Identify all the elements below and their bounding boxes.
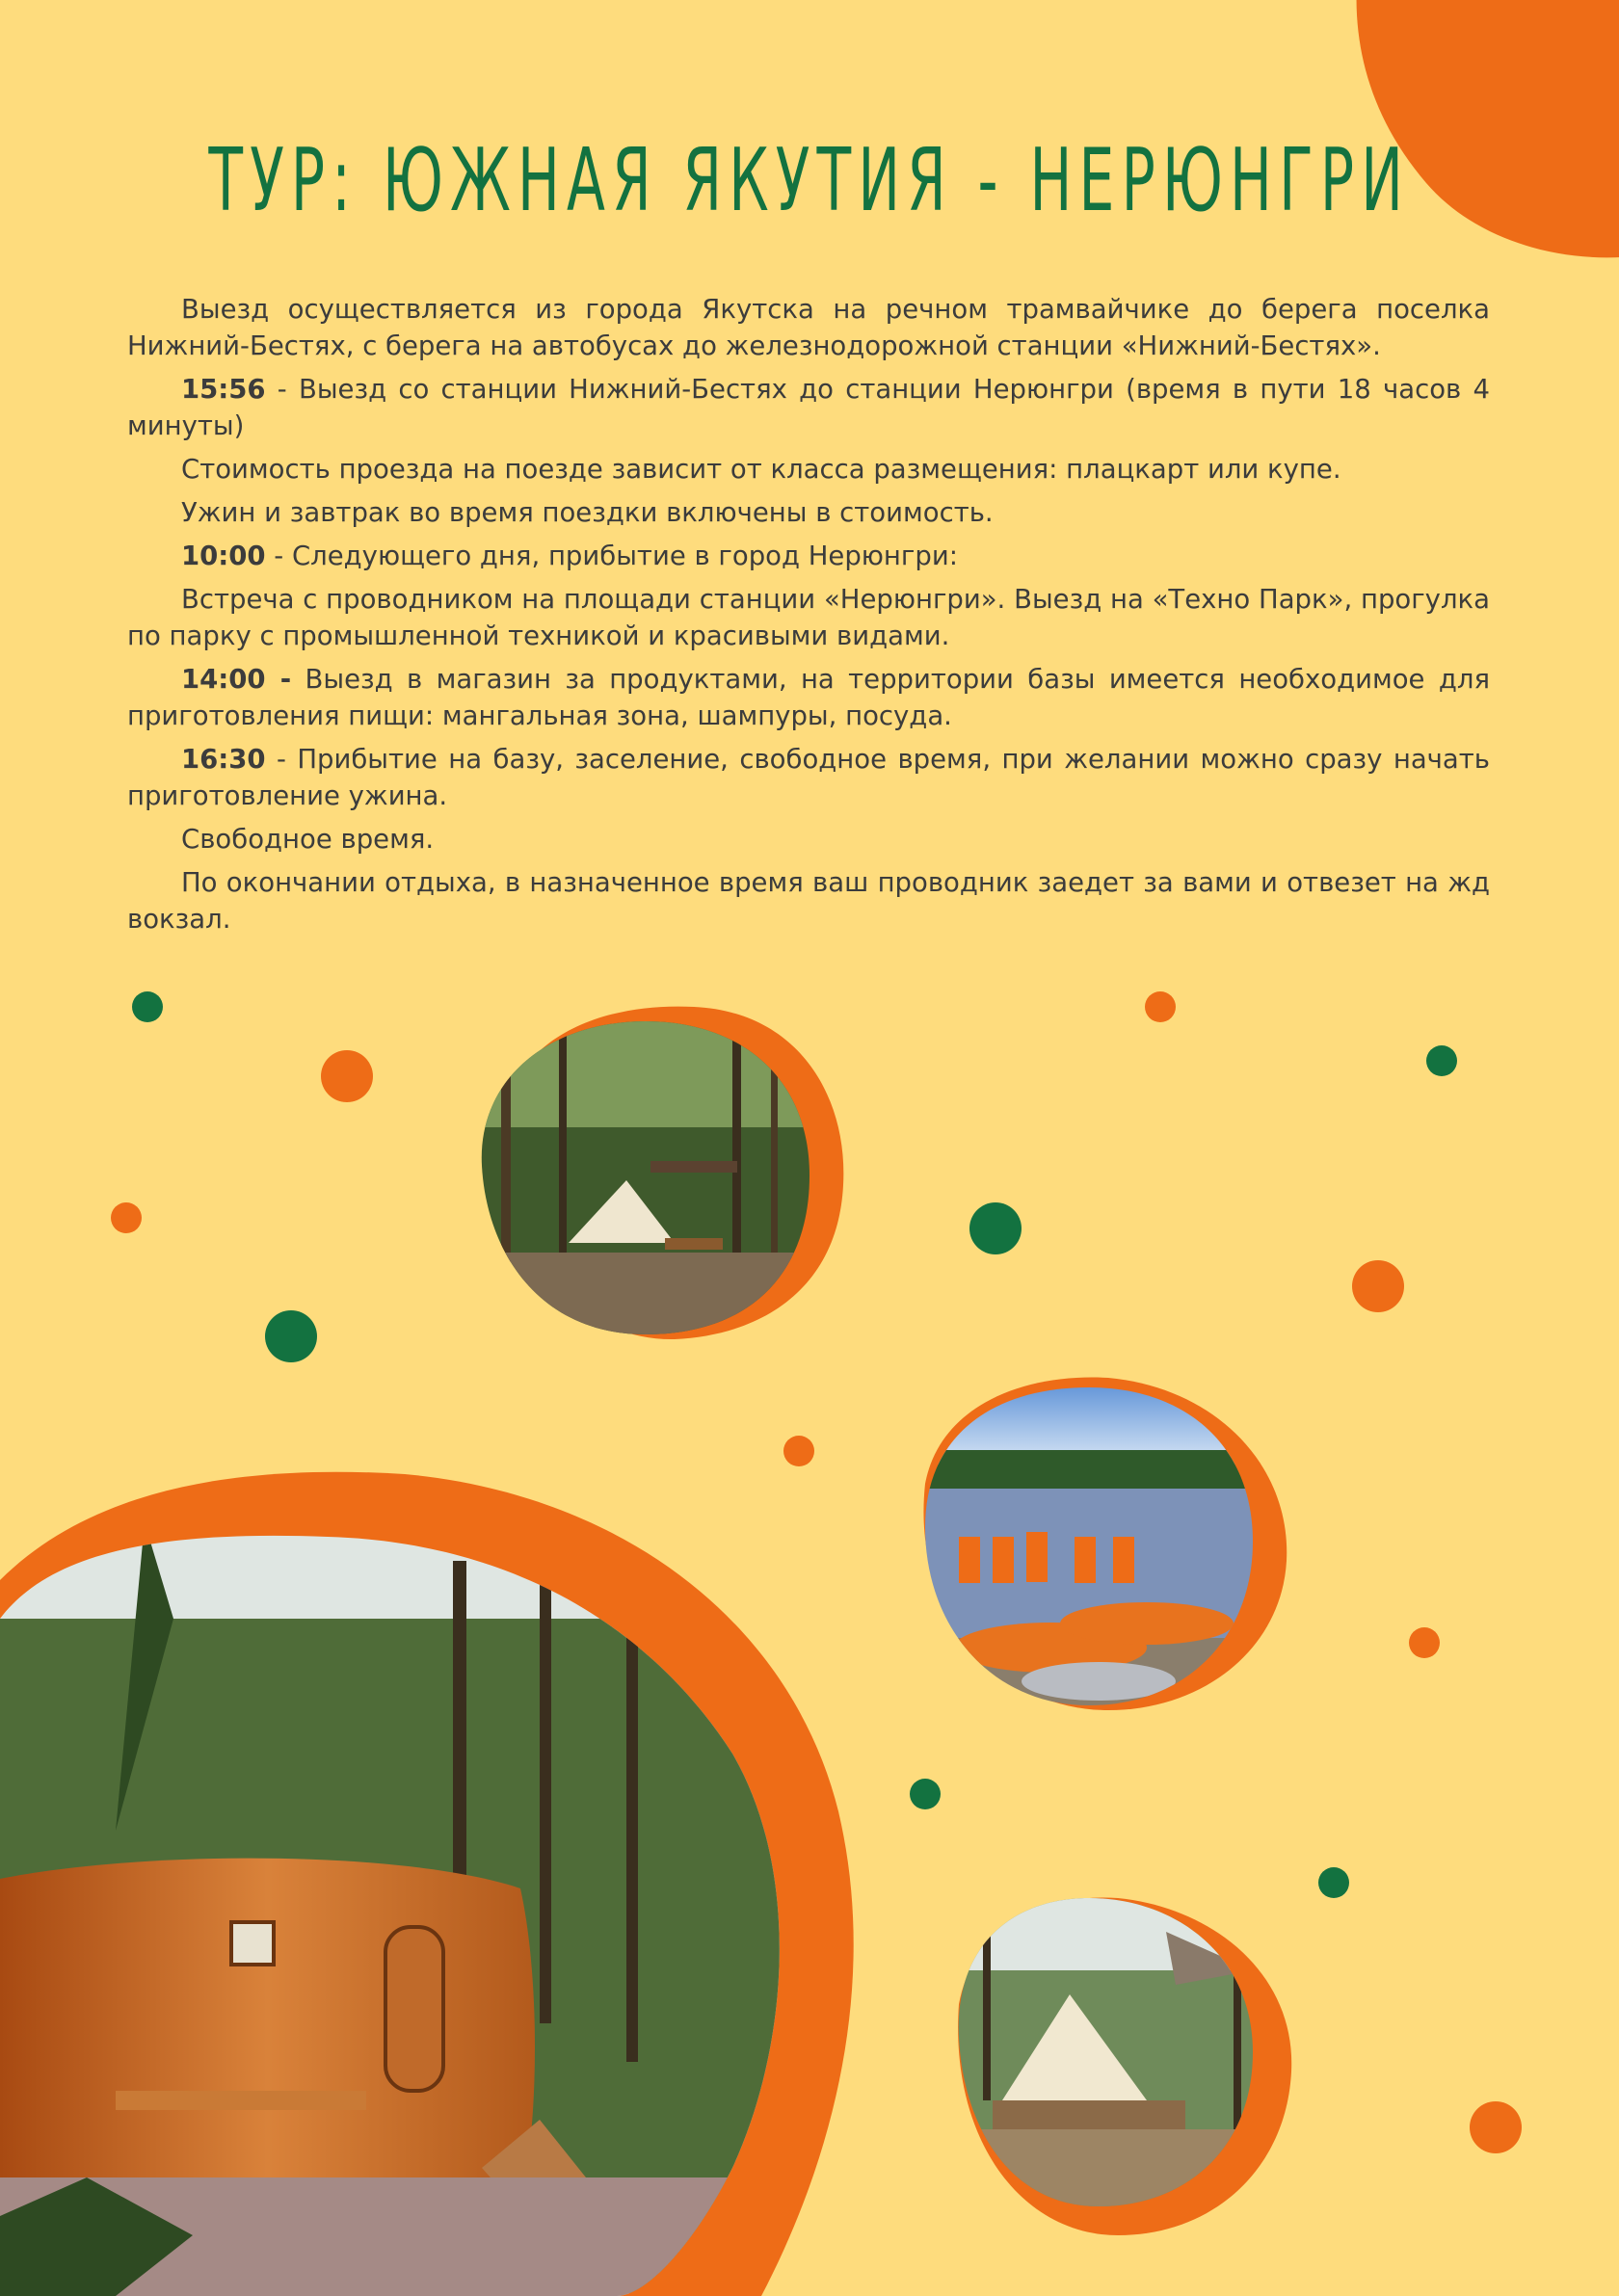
photo-bell-tent [949, 1893, 1291, 2235]
photo-barrel-sauna [0, 1472, 854, 2296]
paragraph-text: Встреча с проводником на площади станции «Нерюнгри». Выезд на «Техно Парк», прогулка по парку с промышленной техникой и красивыми видами. [127, 584, 1490, 651]
paragraph-text: По окончании отдыха, в назначенное время ваш проводник заедет за вами и отвезет на жд вокзал. [127, 867, 1490, 935]
paragraph-text: Выезд в магазин за продуктами, на территории базы имеется необходимое для приготовления пищи: мангальная зона, шампуры, посуда. [127, 664, 1490, 731]
paragraph-text: Выезд осуществляется из города Якутска на речном трамвайчике до берега поселка Нижний-Бестях, с берега на автобусах до железнодорожной станции «Нижний-Бестях». [127, 294, 1490, 361]
paragraph-time: 15:56 [181, 374, 266, 405]
page-title: ТУР: ЮЖНАЯ ЯКУТИЯ - НЕРЮНГРИ [208, 129, 1411, 231]
paragraph-text: - Прибытие на базу, заселение, свободное время, при желании можно сразу начать приготовление ужина. [127, 744, 1490, 811]
paragraph-text: Ужин и завтрак во время поездки включены в стоимость. [181, 497, 994, 528]
paragraph-text: Свободное время. [181, 824, 435, 855]
paragraph-text: - Следующего дня, прибытие в город Нерюнгри: [265, 541, 958, 571]
paragraph-text: - Выезд со станции Нижний-Бестях до станции Нерюнгри (время в пути 18 часов 4 минуты) [127, 374, 1490, 441]
photo-rafting-group [916, 1378, 1287, 1715]
paragraph-time: 16:30 [181, 744, 266, 775]
paragraph-text: Стоимость проезда на поезде зависит от класса размещения: плацкарт или купе. [181, 454, 1341, 485]
photo-tent-forest [472, 1007, 843, 1339]
paragraph-time: 10:00 [181, 541, 266, 571]
paragraph-time: 14:00 - [181, 664, 292, 695]
